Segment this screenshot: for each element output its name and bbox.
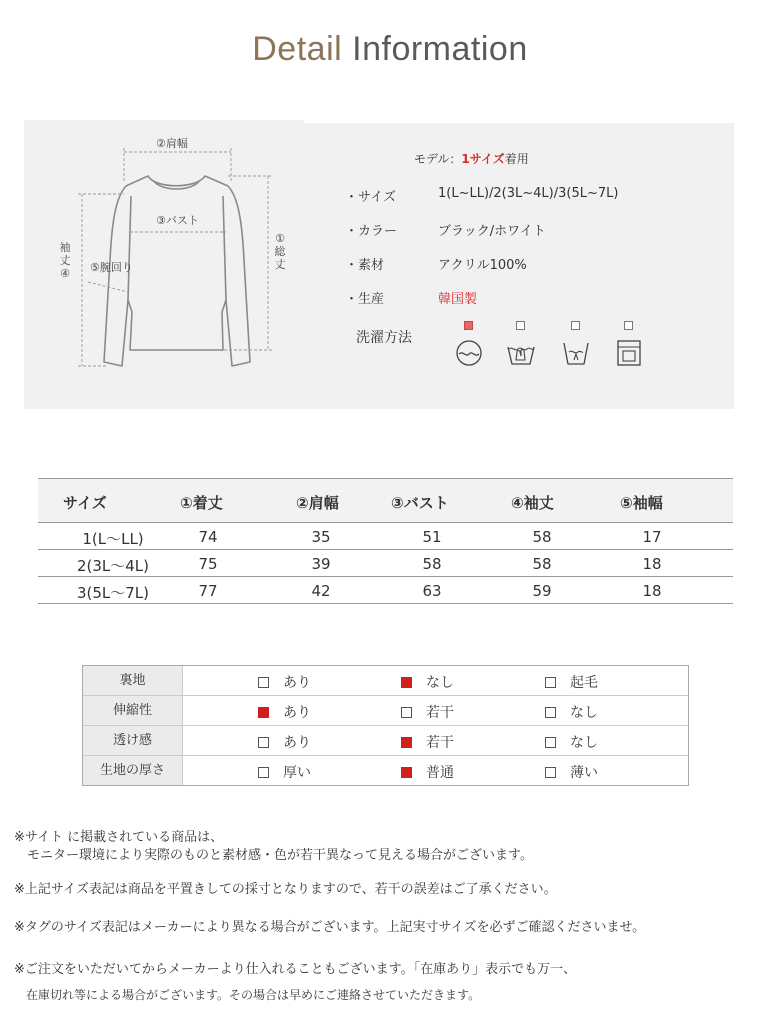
wash-tub-icon	[561, 338, 591, 368]
fabric-option-label: なし	[426, 675, 454, 691]
cell-bust: 51	[422, 528, 442, 546]
wash-item-hand-basin	[454, 321, 484, 369]
cell-shoulder: 39	[311, 555, 331, 573]
size-header-shoulder: ②肩幅	[296, 494, 339, 512]
title-word-information: Information	[352, 30, 528, 68]
wash-item-tub	[561, 321, 591, 369]
sleeve-length-label-char2: 丈	[59, 254, 71, 268]
spec-value: アクリル100%	[438, 258, 527, 273]
table-row	[38, 524, 733, 550]
note-line: ※サイト に掲載されている商品は、	[14, 830, 224, 845]
cell-size: 1(L〜LL)	[82, 530, 144, 548]
fabric-row-thickness	[83, 756, 688, 785]
wash-item-hand-tub	[506, 321, 536, 369]
fabric-option	[258, 762, 311, 782]
cell-bust: 63	[422, 582, 442, 600]
total-length-label-char2: 丈	[274, 258, 286, 272]
checkbox-icon	[258, 677, 269, 688]
wash-check-3	[571, 321, 580, 330]
fabric-option	[545, 702, 598, 722]
cell-size: 2(3L〜4L)	[76, 557, 150, 575]
cell-sleeve-length: 59	[532, 582, 552, 600]
checkbox-icon	[401, 737, 412, 748]
spec-value: 韓国製	[438, 292, 478, 307]
size-header-size: サイズ	[63, 494, 107, 512]
checkbox-icon	[401, 707, 412, 718]
total-length-label-num: ①	[275, 232, 285, 245]
note-line: ※ご注文をいただいてからメーカーより仕入れることもございます。「在庫あり」表示でも万一、	[14, 962, 577, 977]
checkbox-icon	[545, 707, 556, 718]
sleeve-length-label-num: ④	[60, 267, 70, 281]
fabric-option-label: あり	[283, 735, 311, 751]
fabric-option-label: あり	[283, 705, 311, 721]
note-line: 在庫切れ等による場合がございます。その場合は早めにご連絡させていただきます。	[14, 988, 481, 1002]
cell-length: 77	[198, 582, 218, 600]
fabric-option	[258, 672, 311, 692]
cell-sleeve-width: 18	[642, 582, 662, 600]
fabric-option-label: 薄い	[570, 765, 598, 781]
checkbox-icon	[401, 767, 412, 778]
title-word-detail: Detail	[252, 30, 343, 68]
checkbox-icon	[258, 737, 269, 748]
spec-key: ・カラー	[345, 224, 398, 239]
fabric-option-label: なし	[570, 735, 598, 751]
cell-shoulder: 35	[311, 528, 331, 546]
size-header-length: ①着丈	[180, 494, 223, 512]
bust-label: ③バスト	[156, 214, 199, 227]
fabric-option-label: 若干	[426, 735, 454, 751]
model-note-size: 1サイズ	[461, 152, 505, 166]
wash-item-dryer	[614, 321, 644, 369]
note-line: ※タグのサイズ表記はメーカーにより異なる場合がございます。上記実寸サイズを必ずご確認くださいませ。	[14, 920, 646, 935]
cell-sleeve-length: 58	[532, 555, 552, 573]
fabric-row-lining	[83, 666, 688, 696]
hand-wash-tub-icon	[506, 338, 536, 368]
fabric-key: 透け感	[83, 726, 183, 755]
cell-sleeve-length: 58	[532, 528, 552, 546]
model-note-suffix: 着用	[504, 152, 529, 166]
fabric-key: 裏地	[83, 666, 183, 695]
total-length-label	[274, 232, 286, 272]
spec-key: ・生産	[345, 292, 385, 307]
size-header-sleeve-width: ⑤袖幅	[620, 494, 663, 512]
size-table-header	[38, 478, 733, 523]
fabric-option-label: 厚い	[283, 765, 311, 781]
checkbox-icon	[545, 737, 556, 748]
hand-wash-basin-icon	[454, 338, 484, 368]
fabric-option-label: あり	[283, 675, 311, 691]
sleeve-length-label-char1: 袖	[59, 241, 71, 254]
cell-length: 75	[198, 555, 218, 573]
cell-sleeve-width: 17	[642, 528, 662, 546]
size-header-bust: ③バスト	[391, 494, 449, 512]
fabric-key: 生地の厚さ	[83, 756, 183, 785]
cell-sleeve-width: 18	[642, 555, 662, 573]
fabric-option	[258, 732, 311, 752]
shoulder-label: ②肩幅	[156, 137, 188, 150]
dimension-lines	[78, 148, 272, 366]
note-line: ※上記サイズ表記は商品を平置きしての採寸となりますので、若干の誤差はご了承ください。	[14, 882, 557, 897]
fabric-option	[545, 732, 598, 752]
model-note-prefix: モデル：	[414, 152, 462, 166]
model-note	[414, 150, 529, 167]
checkbox-icon	[258, 707, 269, 718]
fabric-option	[545, 672, 598, 692]
checkbox-icon	[401, 677, 412, 688]
arm-label: ⑤腕回り	[90, 261, 133, 274]
fabric-option	[401, 732, 454, 752]
wash-check-1	[464, 321, 473, 330]
checkbox-icon	[545, 767, 556, 778]
fabric-option-label: なし	[570, 705, 598, 721]
wash-label: 洗濯方法	[356, 330, 412, 346]
table-row	[38, 578, 733, 604]
total-length-label-char1: 総	[274, 245, 286, 259]
cell-length: 74	[198, 528, 218, 546]
checkbox-icon	[545, 677, 556, 688]
sweater-diagram	[0, 0, 780, 420]
wash-check-4	[624, 321, 633, 330]
fabric-option-label: 起毛	[570, 675, 598, 691]
checkbox-icon	[258, 767, 269, 778]
fabric-option	[545, 762, 598, 782]
fabric-key: 伸縮性	[83, 696, 183, 725]
spec-value: ブラック/ホワイト	[438, 224, 546, 239]
note-line: モニター環境により実際のものと素材感・色が若干異なって見える場合がございます。	[14, 848, 533, 863]
cell-size: 3(5L〜7L)	[76, 584, 150, 602]
fabric-option-label: 若干	[426, 705, 454, 721]
fabric-option-label: 普通	[426, 765, 454, 781]
spec-key: ・サイズ	[345, 190, 396, 205]
fabric-option	[401, 672, 454, 692]
size-header-sleeve-length: ④袖丈	[511, 494, 554, 512]
fabric-row-stretch	[83, 696, 688, 726]
fabric-option	[401, 762, 454, 782]
spec-value: 1(L~LL)/2(3L~4L)/3(5L~7L)	[438, 186, 619, 201]
sleeve-length-label	[59, 241, 71, 281]
cell-bust: 58	[422, 555, 442, 573]
fabric-option	[401, 702, 454, 722]
table-row	[38, 551, 733, 577]
fabric-table	[82, 665, 689, 786]
fabric-option	[258, 702, 311, 722]
fabric-row-sheer	[83, 726, 688, 756]
wash-check-2	[516, 321, 525, 330]
dryer-icon	[614, 338, 644, 368]
cell-shoulder: 42	[311, 582, 331, 600]
spec-key: ・素材	[345, 258, 385, 273]
